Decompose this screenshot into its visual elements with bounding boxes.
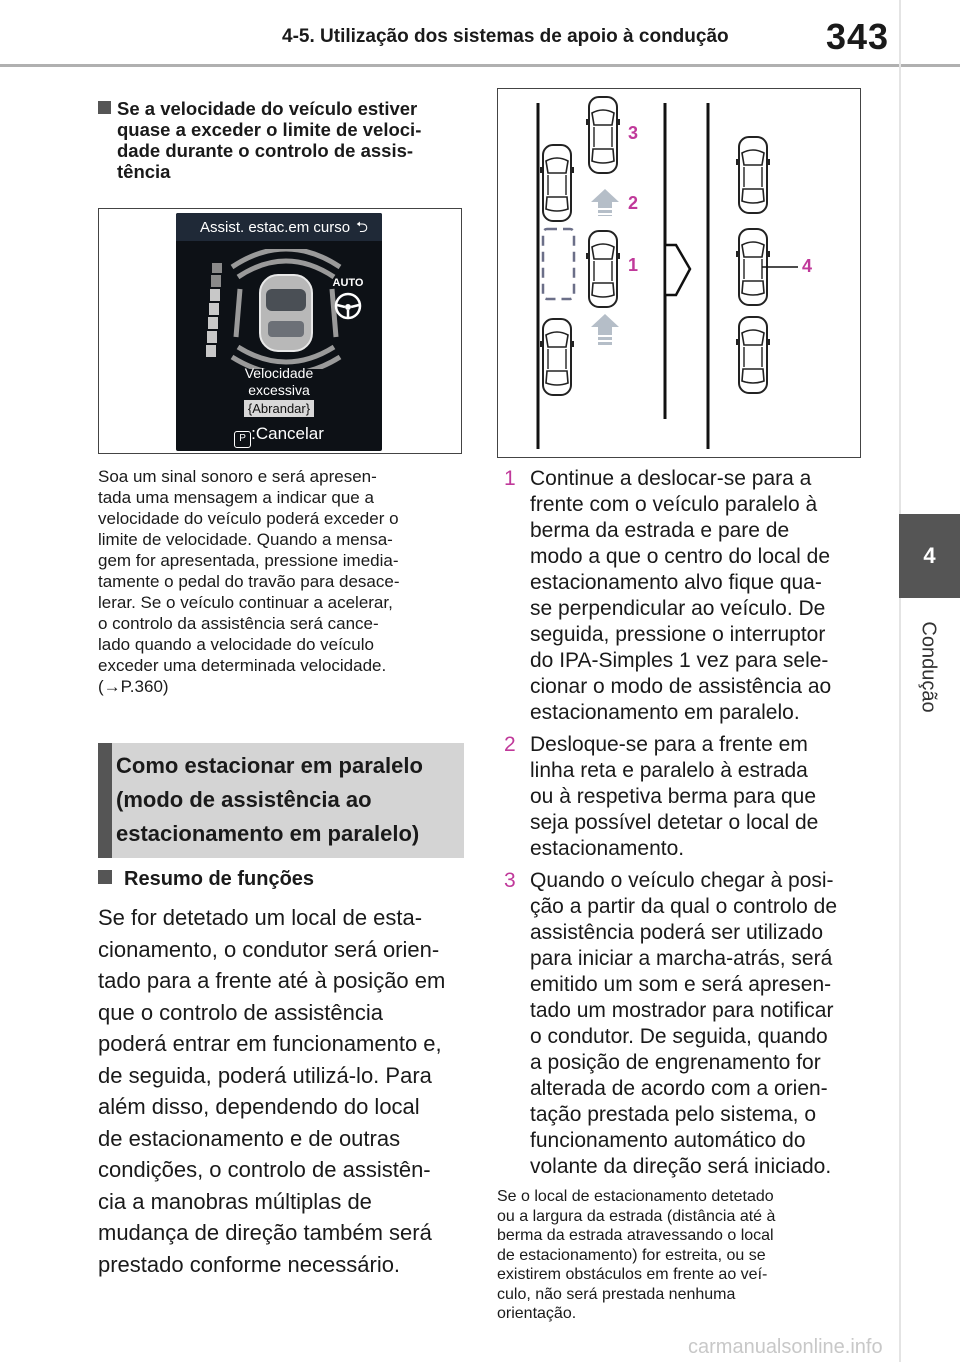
auto-label: AUTO — [332, 277, 364, 289]
steering-wheel-icon — [333, 291, 363, 321]
note-paragraph: Se o local de estacionamento detetado ou a largura da estrada (distância até à berma da estrada atravessando o local de estacionamento) for estreita, ou se existirem obstáculos em frente ao veí- culo, não será prestada nenhuma orientação. — [497, 1188, 776, 1322]
page-number: 343 — [826, 16, 890, 57]
parked-car — [736, 317, 770, 393]
label-4: 4 — [802, 256, 813, 276]
procedure-steps — [497, 466, 862, 1180]
parking-switch-icon: P — [234, 431, 251, 448]
parked-car — [736, 137, 770, 213]
warning-paragraph: Soa um sinal sonoro e será apresen- tada uma mensagem a indicar que a velocidade do veículo poderá exceder o limite de velocidade. Quando a mensa- gem for apresentada, pressione imedia- tamente o pedal do travão para desace- lerar. Se o veículo continuar a acelerar, o controlo da assistência será cance- lado quando a velocidade do veículo exceder uma determinada velocidade. (→P.360) — [98, 467, 400, 696]
transition-arrow-icon — [665, 245, 690, 295]
display-title-bar: Assist. estac.em curso ⮌ — [176, 213, 382, 241]
condition-heading: Se a velocidade do veículo estiver quase a exceder o limite de veloci-dade durante o controlo de assis-tência — [98, 98, 458, 182]
cancel-row: P :Cancelar — [176, 424, 382, 448]
parked-car — [540, 145, 574, 221]
step-2: 2 Desloque-se para a frente em linha reta e paralelo à estrada ou à respetiva berma para que seja possível detetar o local de estacionamento. — [504, 733, 819, 860]
section-heading-box: Como estacionar em paralelo (modo de assistência ao estacionamento em paralelo) — [98, 743, 464, 858]
parking-diagram-svg — [498, 89, 859, 456]
label-2: 2 — [628, 193, 639, 213]
functions-heading: Resumo de funções — [98, 868, 314, 891]
chapter-tab — [899, 514, 960, 598]
header-divider — [0, 64, 960, 67]
chapter-number: 4 — [923, 543, 936, 568]
section-title: 4-5. Utilização dos sistemas de apoio à condução — [282, 26, 729, 47]
step-number: 1 — [504, 467, 516, 490]
square-bullet-icon — [98, 101, 111, 114]
parked-car — [540, 319, 574, 395]
multi-info-display — [176, 213, 382, 451]
vehicle-position-3 — [586, 97, 620, 173]
warning-action: {Abrandar} — [176, 400, 382, 418]
chapter-label: Condução — [917, 621, 940, 713]
step-number: 2 — [504, 733, 516, 756]
square-bullet-icon — [98, 870, 112, 884]
label-1: 1 — [628, 255, 639, 275]
functions-paragraph: Se for detetado um local de esta- cionamento, o condutor será orien- tado para a frente até à posição em que o controlo de assistência poderá entrar em funcionamento e, de seguida, poderá utilizá-lo. Para além disso, dependendo do local de estacionamento e de outras condições, o controlo de assistên- cia a manobras múltiplas de mudança de direção também será prestado conforme necessário. — [98, 905, 446, 1277]
step-number: 3 — [504, 869, 516, 892]
vehicle-position-1 — [586, 231, 620, 307]
warning-line-1: Velocidade — [244, 365, 314, 381]
watermark: carmanualsonline.info — [688, 1336, 883, 1358]
parallel-parking-diagram — [497, 88, 861, 458]
warning-line-2: excessiva — [248, 382, 310, 398]
step-1: 1 Continue a deslocar-se para a frente com o veículo paralelo à berma da estrada e pare de modo a que o centro do local de estacionamento alvo fique qua- se perpendicular ao veículo. De seguida, pressione o interruptor do IPA-Simples 1 vez para sele- cionar o modo de assistência ao estacionamento em paralelo. — [504, 467, 832, 724]
label-3: 3 — [628, 123, 639, 143]
target-parking-slot — [543, 229, 574, 299]
return-icon: ⮌ — [355, 219, 368, 236]
step-3: 3 Quando o veículo chegar à posi- ção a partir da qual o controlo de assistência poderá ser utilizado para iniciar a marcha-atrás, será emitido um som e será apresen- tado um mostrador para notificar o condutor. De seguida, quando a posição de engrenamento for alterada de acordo com a orien- tação prestada pelo sistema, o funcionamento automático do volante da direção será iniciado. — [504, 869, 838, 1178]
